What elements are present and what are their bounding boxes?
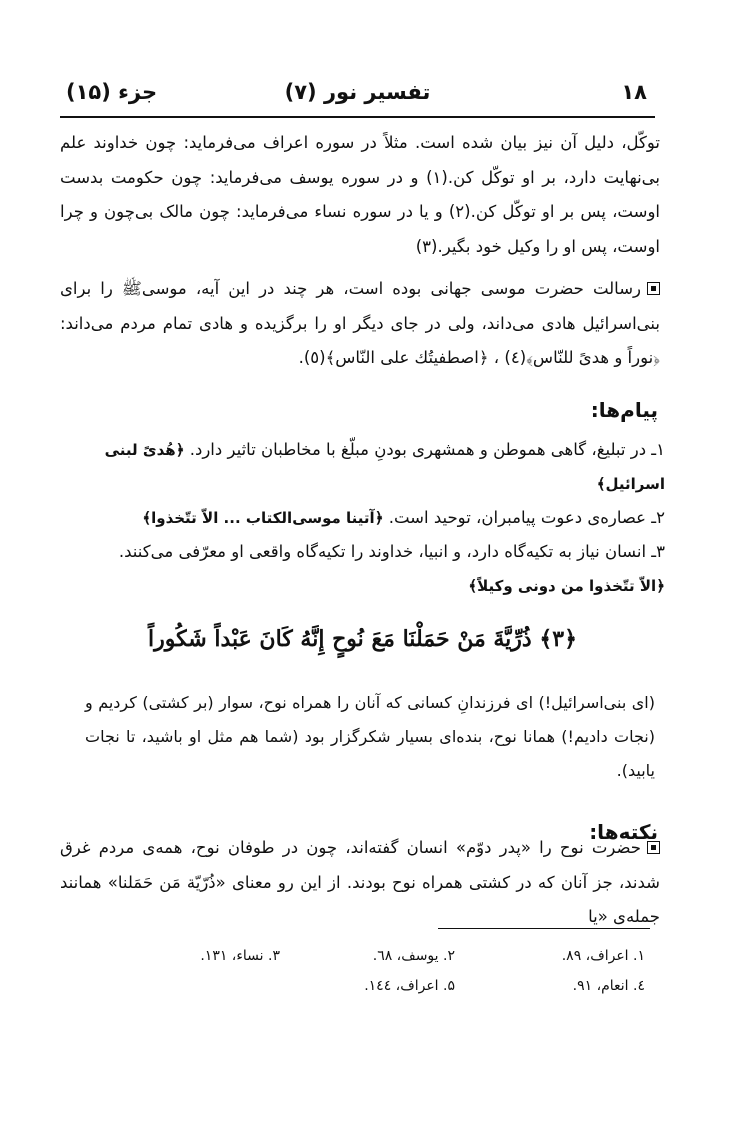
list-item [60,433,665,501]
part-label: جزء (۱۵) [66,80,158,104]
square-bullet-icon [647,841,660,854]
messages-list [60,433,665,603]
list-item [60,535,665,603]
paragraph-text: حضرت نوح را «پدر دوّم» انسان گفته‌اند، چون در طوفان نوح، همه‌ی مردم غرق شدند، جز آنان که در کشتی همراه نوح بودند. از این رو معنای «ذُرّیّة مَن حَمَلنا» همانند جمله‌ی «یا [60,838,660,926]
paragraph-musa-mission [60,272,660,376]
paragraph-noah [60,831,660,935]
footnote: ۱. اعراف، ۸۹. [561,948,645,964]
list-item-quote: ﴿الاّ تتّخذوا من دونی وکیلاً﴾ [468,577,665,595]
list-item-quote: ﴿هُدیً لبنی اسرائیل﴾ [104,441,665,493]
page-header [60,78,655,118]
paragraph-text: رسالت حضرت موسی جهانی بوده است، هر چند در این آیه، موسی‌ﷺ را برای بنی‌اسرائیل هادی می‌داند، ولی در جای دیگر او را برگزیده و هادی تمام مردم می‌داند: ﴿نوراً و هدیً للنّاس﴾(٤) ، ﴿اصطفیتُك علی النّاس﴾(٥). [60,279,660,367]
footnotes [60,948,655,1008]
footnote: ۲. یوسف، ٦۸. [372,948,455,964]
quran-verse: ﴿۳﴾ ذُرِّیَّةَ مَنْ حَمَلْنَا مَعَ نُوحٍ إِنَّهُ کَانَ عَبْداً شَکُوراً [147,626,577,652]
footnote: ٤. انعام، ۹۱. [572,978,645,994]
footnote-divider [438,928,650,929]
verse-translation: (ای بنی‌اسرائیل!) ای فرزندانِ کسانی که آنان را همراه نوح، سوار (بر کشتی) کردیم و (نجات دادیم!) همانا نوح، بنده‌ای بسیار شکرگزار بود (شما هم مثل او باشید، تا نجات یابید). [85,693,655,780]
messages-heading: پیام‌ها: [590,398,658,422]
list-item-quote: ﴿آتینا موسی‌الکتاب ... الاّ تتّخذوا﴾ [142,509,384,527]
page-number: ۱۸ [621,80,647,104]
list-item-text: ۳ـ انسان نیاز به تکیه‌گاه دارد، و انبیا، خداوند را تکیه‌گاه واقعی او معرّفی می‌کنند. [118,542,665,561]
list-item-text: ۲ـ عصاره‌ی دعوت پیامبران، توحید است. [388,508,665,527]
footnote-row [60,978,655,1008]
list-item [60,501,665,535]
footnote: ۳. نساء، ۱۳۱. [200,948,280,964]
footnote-row [60,948,655,978]
footnote: ۵. اعراف، ۱٤٤. [364,978,455,994]
notes-heading: نکته‌ها: [589,820,658,844]
list-item-text: ۱ـ در تبلیغ، گاهی هموطن و همشهری بودنِ مبلّغ با مخاطبان تاثیر دارد. [189,440,665,459]
square-bullet-icon [647,282,660,295]
paragraph-tawakkul: توکّل، دلیل آن نیز بیان شده است. مثلاً در سوره اعراف می‌فرماید: چون خداوند علم بی‌نهایت دارد، بر او توکّل کن.(۱) و در سوره یوسف می‌فرماید: چون حکومت بدست اوست، پس بر او توکّل کن.(۲) و یا در سوره نساء می‌فرماید: چون مالک بی‌چون و چرا اوست، پس او را وکیل خود بگیر.(۳) [60,133,661,256]
book-title: تفسیر نور (۷) [284,80,431,104]
